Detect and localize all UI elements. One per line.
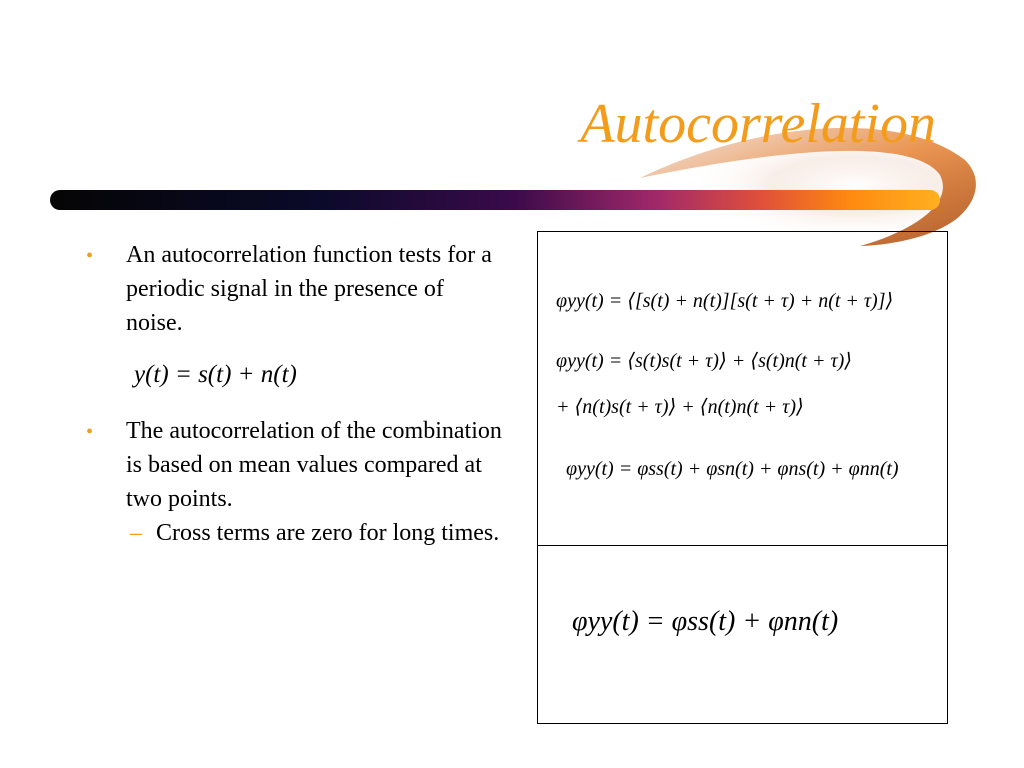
bullet-text: An autocorrelation function tests for a periodic signal in the presence of noise. <box>126 242 492 336</box>
bullet-item <box>86 238 506 340</box>
bullet-item <box>86 414 506 516</box>
equation-autocorr-result: φyy(t) = φss(t) + φnn(t) <box>572 606 839 637</box>
sub-bullet-text: Cross terms are zero for long times. <box>156 520 500 546</box>
sub-bullet-marker: – <box>130 520 142 546</box>
bullet-marker: • <box>86 421 94 443</box>
bullet-list <box>86 238 506 550</box>
bullet-marker: • <box>86 245 94 267</box>
equation-autocorr-terms-line2: + ⟨n(t)s(t + τ)⟩ + ⟨n(t)n(t + τ)⟩ <box>556 396 804 418</box>
sub-bullet-item <box>130 516 506 550</box>
equation-signal-plus-noise: y(t) = s(t) + n(t) <box>134 361 297 388</box>
equation-autocorr-terms-line1: φyy(t) = ⟨s(t)s(t + τ)⟩ + ⟨s(t)n(t + τ)⟩ <box>556 350 853 372</box>
slide-title: Autocorrelation <box>580 93 936 155</box>
equation-autocorr-expanded: φyy(t) = ⟨[s(t) + n(t)][s(t + τ) + n(t + τ)]⟩ <box>556 290 894 312</box>
bullet-text: The autocorrelation of the combination is based on mean values compared at two points. <box>126 418 502 512</box>
equation-box <box>537 231 948 724</box>
equation-autocorr-sum: φyy(t) = φss(t) + φsn(t) + φns(t) + φnn(t) <box>566 458 899 480</box>
equation-cell-derivation <box>538 232 947 546</box>
equation-cell-result <box>538 546 947 723</box>
